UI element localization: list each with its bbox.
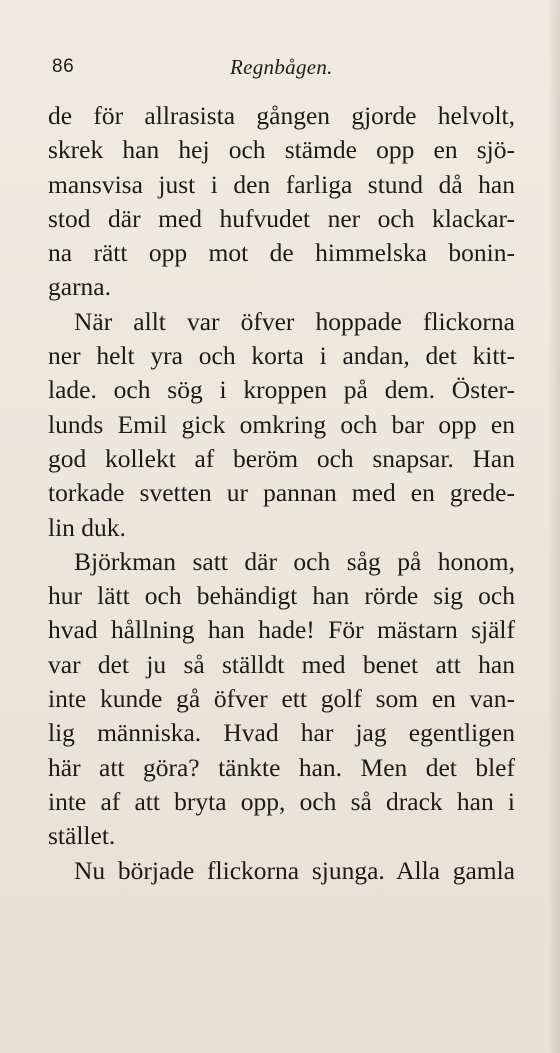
text-line: mansvisa just i den farliga stund då han — [48, 169, 515, 199]
text-line: lunds Emil gick omkring och bar opp en — [48, 409, 515, 439]
body-text — [48, 99, 515, 888]
text-line: var det ju så ställdt med benet att han — [48, 649, 515, 679]
text-line: Nu började flickorna sjunga. Alla gamla — [74, 855, 515, 885]
text-line: de för allrasista gången gjorde helvolt, — [48, 101, 515, 130]
text-line: lin duk. — [48, 512, 126, 542]
page-edge-shadow — [548, 0, 560, 1053]
text-line: skrek han hej och stämde opp en sjö- — [48, 135, 515, 165]
page-number: 86 — [52, 56, 75, 77]
text-line: inte kunde gå öfver ett golf som en van- — [48, 684, 515, 714]
text-line: hur lätt och behändigt han rörde sig och — [48, 581, 515, 611]
text-line: lade. och sög i kroppen på dem. Öster- — [48, 375, 515, 405]
text-line: När allt var öfver hoppade flickorna — [74, 306, 515, 336]
text-line: här att göra? tänkte han. Men det blef — [48, 752, 515, 782]
text-line: hvad hållning han hade! För mästarn själf — [48, 615, 515, 645]
text-line: ner helt yra och korta i andan, det kitt- — [48, 341, 515, 371]
text-line: god kollekt af beröm och snapsar. Han — [48, 443, 515, 473]
text-line: lig människa. Hvad har jag egentligen — [48, 718, 515, 748]
text-line: torkade svetten ur pannan med en grede- — [48, 478, 515, 508]
text-line: stället. — [48, 821, 116, 851]
text-line: na rätt opp mot de himmelska bonin- — [48, 238, 515, 268]
text-line: inte af att bryta opp, och så drack han i — [48, 786, 515, 816]
running-title: Regnbågen. — [230, 55, 333, 79]
text-line: garna. — [48, 272, 112, 302]
text-line: stod där med hufvudet ner och klackar- — [48, 203, 515, 233]
text-line: Björkman satt där och såg på honom, — [74, 546, 515, 576]
